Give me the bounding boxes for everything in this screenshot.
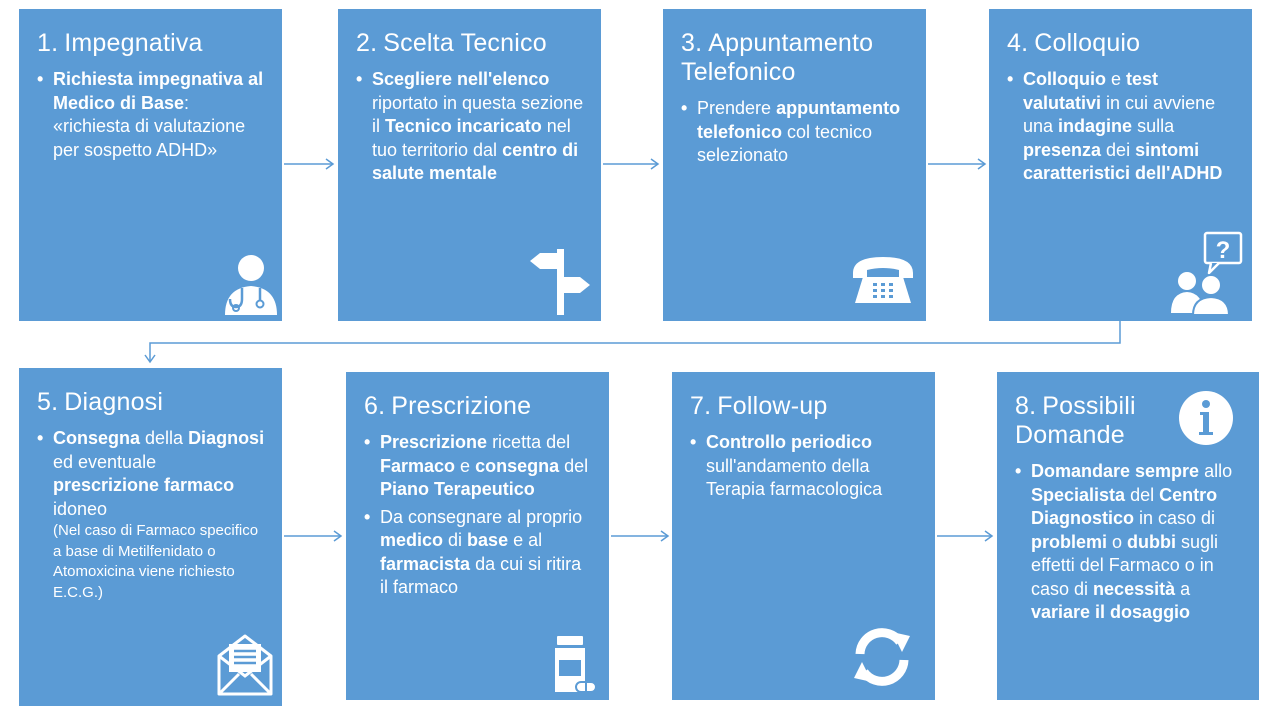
bold-text: prescrizione farmaco: [53, 475, 235, 495]
step-title: 1. Impegnativa: [37, 29, 203, 57]
text: in caso di: [1134, 508, 1216, 528]
bold-text: Piano Terapeutico: [380, 479, 535, 499]
bold-text: sintomi caratteristici dell'ADHD: [1023, 139, 1223, 183]
bold-text: Farmaco: [380, 455, 456, 476]
step-title: 5. Diagnosi: [37, 388, 164, 416]
arrow-1-to-2: [284, 156, 336, 172]
text: sulla: [1132, 116, 1175, 136]
bold-text: Controllo periodico: [706, 432, 872, 452]
text: allo: [1199, 461, 1233, 481]
text: da cui si ritira il farmaco: [380, 553, 582, 597]
arrow-6-to-7: [611, 528, 671, 544]
bold-text: necessità: [1093, 578, 1176, 599]
bold-text: Consegna: [53, 428, 141, 448]
bold-text: centro di salute mentale: [372, 139, 579, 183]
text: e: [1105, 69, 1126, 89]
bold-text: test valutativi: [1023, 69, 1159, 113]
signpost-icon: [528, 247, 592, 317]
arrow-7-to-8: [937, 528, 995, 544]
step-bullets: [37, 68, 266, 162]
step-bullets: [1015, 460, 1243, 625]
step-card-3: [663, 9, 926, 321]
arrow-5-to-6: [284, 528, 344, 544]
arrow-3-to-4: [928, 156, 988, 172]
medicine-bottle-icon: [552, 634, 598, 696]
bullet-item: [37, 68, 266, 162]
step-card-6: [346, 372, 609, 700]
envelope-icon: [216, 630, 274, 696]
text: : «richiesta di valutazione per sospetto ADHD»: [53, 92, 246, 160]
info-icon: [1178, 390, 1234, 446]
text: Prendere: [697, 98, 777, 118]
text: Da consegnare al proprio: [380, 506, 583, 527]
text: di: [443, 530, 468, 550]
text: o: [1107, 531, 1128, 552]
arrow-4-to-5: [140, 321, 1140, 365]
refresh-icon: [846, 624, 918, 690]
text: in cui avviene una: [1023, 92, 1216, 136]
bold-text: Domandare sempre: [1031, 461, 1200, 481]
bold-text: farmacista: [380, 553, 471, 574]
bullet-item: [37, 427, 266, 521]
text: del: [559, 455, 589, 476]
bold-text: dubbi: [1127, 531, 1177, 552]
step-title: 3. Appuntamento Telefonico: [681, 29, 874, 86]
step-title: 8. Possibili Domande: [1015, 392, 1136, 449]
text: idoneo: [53, 498, 108, 519]
bold-text: Diagnosi: [188, 428, 265, 448]
bold-text: Specialista: [1031, 484, 1126, 505]
text: dei: [1101, 139, 1136, 160]
step-bullets: [681, 97, 910, 168]
text: nel tuo territorio dal: [372, 116, 571, 160]
text: della: [140, 428, 189, 448]
diagnosis-note: (Nel caso di Farmaco specifico a base di Metilfenidato o Atomoxicina viene richiesto E.C.G.): [53, 522, 259, 601]
bold-text: Colloquio: [1023, 69, 1106, 89]
bullet-item: [364, 506, 593, 600]
step-title: 7. Follow-up: [690, 392, 828, 420]
step-card-4: [989, 9, 1252, 321]
step-bullets: [37, 427, 266, 521]
bold-text: Prescrizione: [380, 432, 488, 452]
svg-text:?: ?: [1215, 237, 1231, 264]
step-bullets: [364, 431, 593, 600]
bold-text: medico: [380, 530, 444, 550]
bullet-item: [364, 431, 593, 502]
bold-text: variare il dosaggio: [1031, 602, 1191, 622]
text: ricetta del: [487, 432, 571, 452]
consultation-icon: [1169, 231, 1247, 315]
bullet-item: [1007, 68, 1236, 186]
bold-text: Tecnico incaricato: [385, 116, 542, 136]
bold-text: indagine: [1058, 116, 1133, 136]
text: del: [1125, 484, 1160, 505]
bold-text: presenza: [1023, 139, 1102, 160]
doctor-icon: [222, 251, 280, 317]
step-bullets: [690, 431, 919, 502]
telephone-icon: [849, 253, 917, 307]
bullet-item: [690, 431, 919, 502]
step-title: 6. Prescrizione: [364, 392, 532, 420]
step-title: 4. Colloquio: [1007, 29, 1141, 57]
step-card-7: [672, 372, 935, 700]
bold-text: base: [467, 530, 509, 550]
step-title: 2. Scelta Tecnico: [356, 29, 547, 57]
step-card-1: [19, 9, 282, 321]
text: ed eventuale: [53, 451, 157, 472]
text: sull'andamento della Terapia farmacologica: [706, 455, 883, 499]
step-card-8: [997, 372, 1259, 700]
step-card-5: [19, 368, 282, 706]
bullet-item: [356, 68, 585, 186]
step-bullets: [1007, 68, 1236, 186]
bold-text: problemi: [1031, 531, 1108, 552]
bold-text: Centro Diagnostico: [1031, 484, 1218, 528]
arrow-2-to-3: [603, 156, 661, 172]
text: sugli effetti del Farmaco o in caso di: [1031, 531, 1219, 599]
bullet-item: [681, 97, 910, 168]
text: e: [455, 455, 476, 476]
step-bullets: [356, 68, 585, 186]
step-card-2: [338, 9, 601, 321]
bold-text: Scegliere nell'elenco: [372, 69, 550, 89]
bold-text: appuntamento telefonico: [697, 98, 901, 142]
bold-text: Richiesta impegnativa al Medico di Base: [53, 69, 264, 113]
text: a: [1175, 578, 1191, 599]
text: riportato in questa sezione il: [372, 92, 584, 136]
bullet-item: [1015, 460, 1243, 625]
text: e al: [508, 530, 543, 550]
text: col tecnico selezionato: [697, 121, 873, 165]
bold-text: consegna: [475, 455, 560, 476]
